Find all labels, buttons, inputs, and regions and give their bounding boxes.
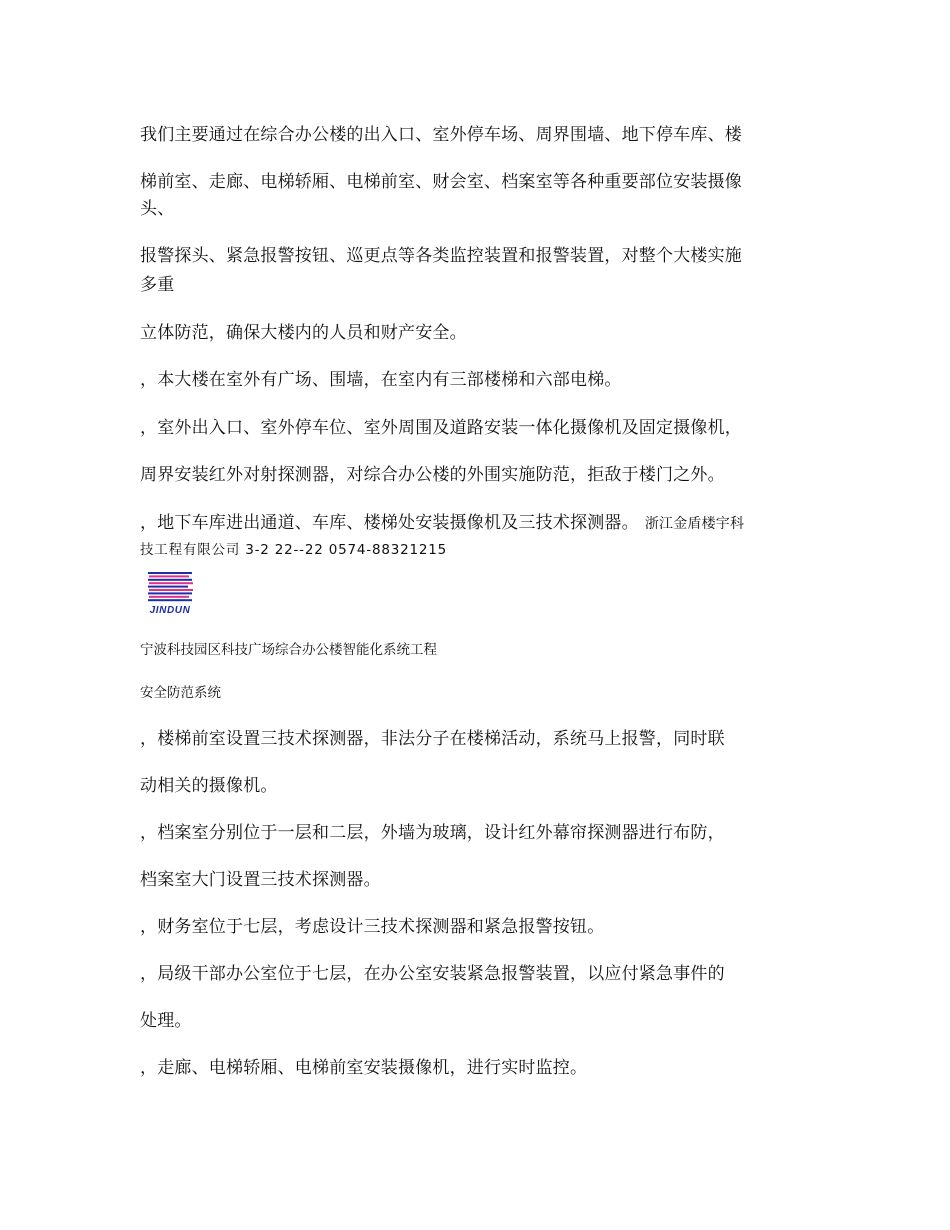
logo-text: JINDUN	[149, 605, 191, 614]
logo-stripe	[148, 586, 188, 588]
text-line: ，财务室位于七层，考虑设计三技术探测器和紧急报警按钮。	[140, 917, 605, 937]
company-logo	[140, 570, 200, 614]
section-title: 安全防范系统	[140, 685, 221, 701]
text-line: 多重	[140, 275, 175, 295]
logo-stripe	[149, 582, 193, 584]
text-line: ，楼梯前室设置三技术探测器，非法分子在楼梯活动，系统马上报警，同时联	[140, 729, 725, 749]
text-line: ，室外出入口、室外停车位、室外周围及道路安装一体化摄像机及固定摄像机，	[140, 418, 742, 438]
logo-stripe	[148, 572, 192, 574]
text-line: 头、	[140, 199, 175, 219]
logo-stripe	[148, 592, 192, 594]
company-info: 技工程有限公司 3-2 22--22 0574-88321215	[140, 542, 448, 558]
text-line: ，档案室分别位于一层和二层，外墙为玻璃，设计红外幕帘探测器进行布防，	[140, 823, 725, 843]
text-line: 梯前室、走廊、电梯轿厢、电梯前室、财会室、档案室等各种重要部位安装摄像	[140, 172, 742, 192]
text-line: ，本大楼在室外有广场、围墙，在室内有三部楼梯和六部电梯。	[140, 370, 622, 390]
text-line: 动相关的摄像机。	[140, 776, 278, 796]
text-line: ，地下车库进出通道、车库、楼梯处安装摄像机及三技术探测器。	[140, 513, 639, 533]
text-line: ，走廊、电梯轿厢、电梯前室安装摄像机，进行实时监控。	[140, 1058, 588, 1078]
company-name-part-a: 浙江金盾楼宇科	[644, 516, 745, 532]
logo-stripe	[148, 579, 192, 581]
project-title: 宁波科技园区科技广场综合办公楼智能化系统工程	[140, 642, 437, 658]
logo-stripe	[149, 596, 189, 598]
text-line: 报警探头、紧急报警按钮、巡更点等各类监控装置和报警装置，对整个大楼实施	[140, 246, 742, 266]
logo-stripe	[148, 599, 192, 601]
text-line-with-company	[140, 508, 744, 533]
logo-stripe	[149, 589, 193, 591]
text-line: ，局级干部办公室位于七层，在办公室安装紧急报警装置，以应付紧急事件的	[140, 964, 725, 984]
text-line: 档案室大门设置三技术探测器。	[140, 870, 381, 890]
text-line: 处理。	[140, 1011, 192, 1031]
logo-stripe	[149, 575, 189, 577]
text-line: 周界安装红外对射探测器，对综合办公楼的外围实施防范，拒敌于楼门之外。	[140, 465, 725, 485]
text-line: 立体防范，确保大楼内的人员和财产安全。	[140, 323, 467, 343]
text-line: 我们主要通过在综合办公楼的出入口、室外停车场、周界围墙、地下停车库、楼	[140, 125, 742, 145]
